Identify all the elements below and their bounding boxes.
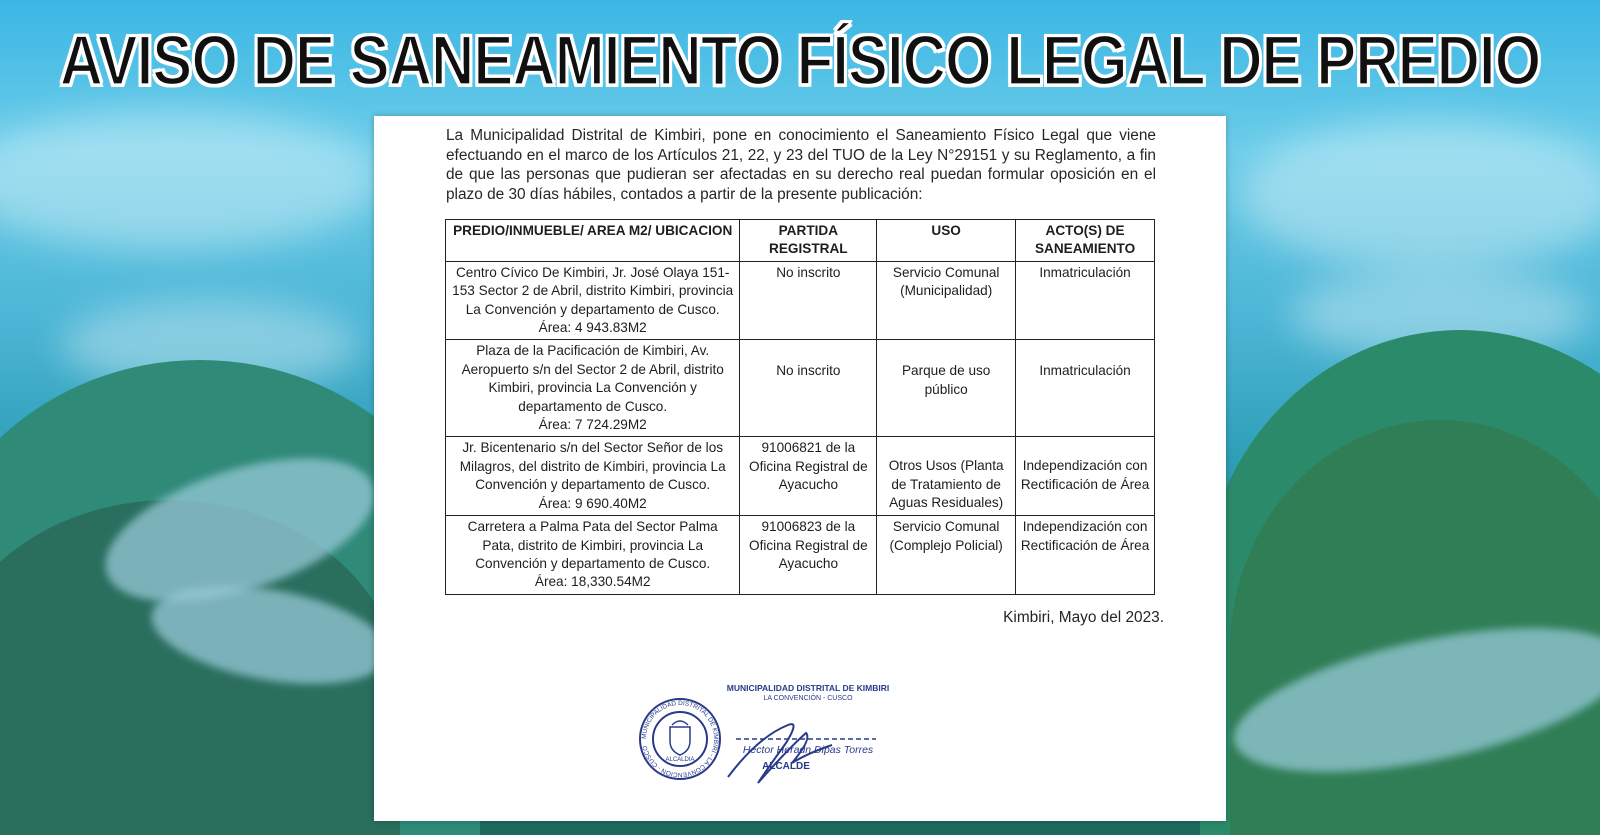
acto-cell: Inmatriculación [1016,340,1155,437]
predio-area: Área: 7 724.29M2 [538,417,647,433]
notice-intro: La Municipalidad Distrital de Kimbiri, pone en conocimiento el Saneamiento Físico Legal que viene efectuando en el marco de los Artículos 21, 22, y 23 del TUO de la Ley N°29151 y su Reglamento, a fin de que las personas que pudieran ser afectadas en su derecho real puedan formular oposición en el plazo de 30 días hábiles, contados a partir de la presente publicación: [446,127,1156,203]
seal-location: LA CONVENCIÓN - CUSCO [763,695,853,702]
signer-name: Hector Heradn Dipas Torres [742,744,874,756]
predio-cell [446,516,740,595]
predio-cell [446,437,740,516]
partida-cell: No inscrito [740,261,877,340]
seal-ring-text: MUNICIPALIDAD DISTRITAL DE KIMBIRI - LA CONVENCIÓN - CUSCO [640,699,720,779]
acto-cell: Independización con Rectificación de Área [1016,437,1155,516]
column-header-partida: PARTIDA REGISTRAL [740,220,877,262]
property-table [445,219,1155,595]
signer-position: ALCALDE [762,761,810,772]
seal-inner-label: ALCALDIA [665,757,695,763]
table-row [446,516,1155,595]
uso-cell: Otros Usos (Planta de Tratamiento de Aguas Residuales) [877,437,1016,516]
place-and-date: Kimbiri, Mayo del 2023. [1003,609,1164,626]
table-row [446,261,1155,340]
coat-of-arms-icon [670,721,690,755]
page-title: AVISO DE SANEAMIENTO FÍSICO LEGAL DE PREDIO [59,20,1541,101]
predio-description: Jr. Bicentenario s/n del Sector Señor de los Milagros, del distrito de Kimbiri, provincia La Convención y departamento de Cusco. [459,440,726,493]
acto-cell: Independización con Rectificación de Área [1016,516,1155,595]
predio-area: Área: 9 690.40M2 [538,495,647,511]
predio-area: Área: 18,330.54M2 [534,574,651,590]
table-header-row [446,220,1155,262]
table-row [446,437,1155,516]
official-seal-and-signature [636,681,896,811]
acto-cell: Inmatriculación [1016,261,1155,340]
uso-cell: Servicio Comunal (Municipalidad) [877,261,1016,340]
predio-cell [446,340,740,437]
partida-cell: 91006821 de la Oficina Registral de Ayacucho [740,437,877,516]
predio-description: Carretera a Palma Pata del Sector Palma Pata, distrito de Kimbiri, provincia La Convención y departamento de Cusco. [467,519,718,571]
predio-cell [446,261,740,340]
notice-document [374,116,1226,821]
predio-description: Plaza de la Pacificación de Kimbiri, Av. Aeropuerto s/n del Sector 2 de Abril, distrito Kimbiri, provincia La Convención y departamento de Cusco. [461,343,724,414]
column-header-acto: ACTO(S) DE SANEAMIENTO [1016,220,1155,262]
predio-area: Área: 4 943.83M2 [538,320,647,336]
partida-cell: 91006823 de la Oficina Registral de Ayacucho [740,516,877,595]
partida-cell: No inscrito [740,340,877,437]
uso-cell: Parque de uso público [877,340,1016,437]
predio-description: Centro Cívico De Kimbiri, Jr. José Olaya 151-153 Sector 2 de Abril, distrito Kimbiri, provincia La Convención y departamento de Cusco. [452,264,734,317]
column-header-uso: USO [877,220,1016,262]
column-header-predio: PREDIO/INMUEBLE/ AREA M2/ UBICACION [446,220,740,262]
seal-entity: MUNICIPALIDAD DISTRITAL DE KIMBIRI [726,683,890,693]
uso-cell: Servicio Comunal (Complejo Policial) [877,516,1016,595]
table-row [446,340,1155,437]
